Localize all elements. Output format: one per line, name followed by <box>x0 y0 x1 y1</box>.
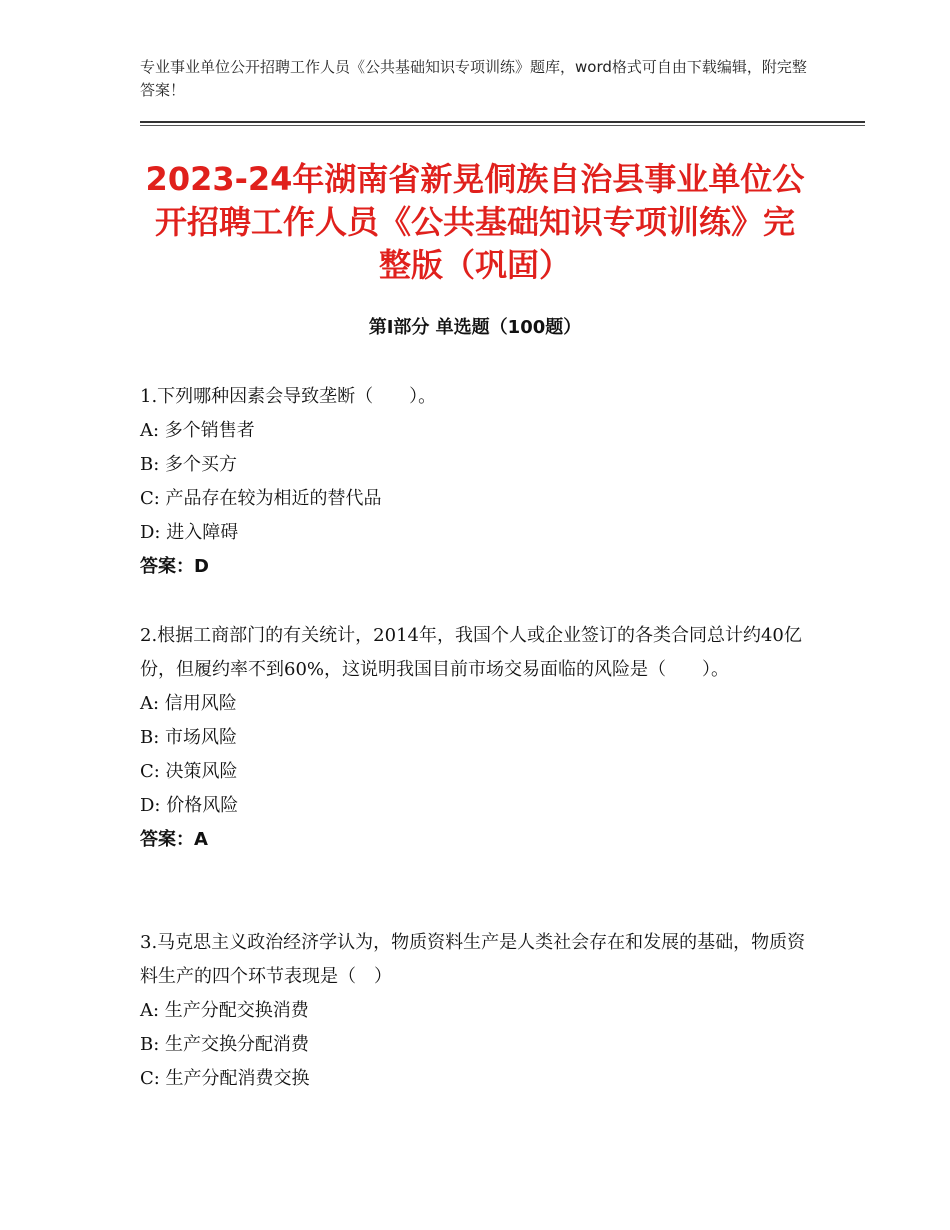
header-divider <box>140 121 865 123</box>
question-stem: 1.下列哪种因素会导致垄断（ ）。 <box>140 386 437 407</box>
answer: 答案：D <box>140 556 209 577</box>
question-stem: 2.根据工商部门的有关统计，2014年，我国个人或企业签订的各类合同总计约40亿份，但履约率不到60%，这说明我国目前市场交易面临的风险是（ ）。 <box>140 625 802 680</box>
question-3 <box>140 926 810 1096</box>
document-title: 2023-24年湖南省新晃侗族自治县事业单位公开招聘工作人员《公共基础知识专项训练》完整版（巩固） <box>145 160 805 284</box>
header-divider-thin <box>140 125 865 126</box>
option-c: C: 决策风险 <box>140 761 238 782</box>
option-b: B: 市场风险 <box>140 727 238 748</box>
option-a: A: 信用风险 <box>140 693 237 714</box>
option-b: B: 多个买方 <box>140 454 238 475</box>
question-2 <box>140 619 810 857</box>
option-a: A: 生产分配交换消费 <box>140 1000 309 1021</box>
question-stem: 3.马克思主义政治经济学认为，物质资料生产是人类社会存在和发展的基础，物质资料生产的四个环节表现是（ ） <box>140 932 806 987</box>
option-d: D: 进入障碍 <box>140 522 239 543</box>
section-title: 第Ⅰ部分 单选题（100题） <box>368 317 582 338</box>
option-d: D: 价格风险 <box>140 795 239 816</box>
header-note: 专业事业单位公开招聘工作人员《公共基础知识专项训练》题库，word格式可自由下载编辑，附完整答案！ <box>140 58 807 99</box>
answer: 答案：A <box>140 829 208 850</box>
option-c: C: 产品存在较为相近的替代品 <box>140 488 382 509</box>
question-1 <box>140 380 810 584</box>
option-a: A: 多个销售者 <box>140 420 255 441</box>
option-b: B: 生产交换分配消费 <box>140 1034 310 1055</box>
option-c: C: 生产分配消费交换 <box>140 1068 310 1089</box>
